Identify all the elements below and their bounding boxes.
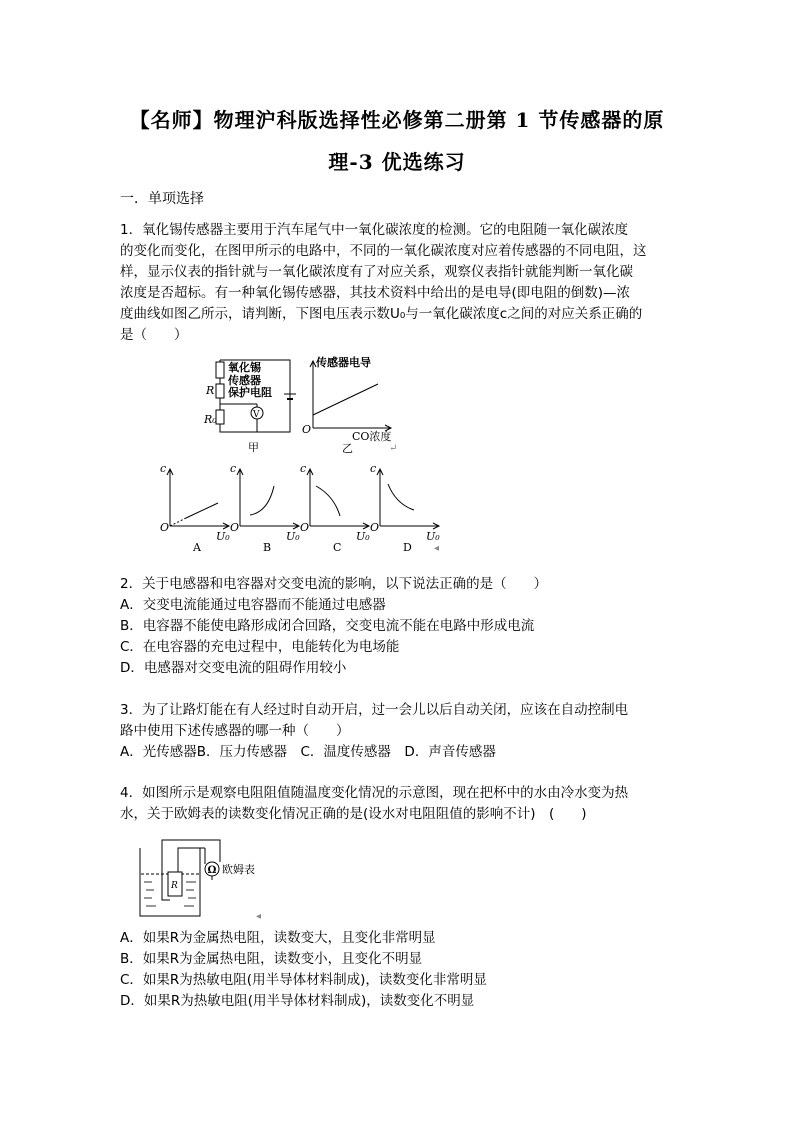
q2-option-b: B．电容器不能使电路形成闭合回路，交变电流不能在电路中形成电流 bbox=[120, 618, 535, 634]
q4-option-c: C．如果R为热敏电阻(用半导体材料制成)，读数变化非常明显 bbox=[120, 972, 487, 988]
graph-c-ylabel: c bbox=[300, 462, 307, 475]
q4-option-d: D．如果R为热敏电阻(用半导体材料制成)，读数变化不明显 bbox=[120, 993, 475, 1009]
svg-text:◂: ◂ bbox=[434, 543, 440, 554]
q1-line: 是（ ） bbox=[120, 327, 188, 343]
graph-b-origin: O bbox=[230, 521, 240, 534]
q4-option-a: A．如果R为金属热电阻，读数变大，且变化非常明显 bbox=[120, 930, 436, 946]
graph-b-ylabel: c bbox=[230, 462, 237, 475]
resistor-r-label: R bbox=[171, 881, 178, 891]
graph-c-caption: C bbox=[333, 541, 342, 554]
graph-yi-ylabel: 传感器电导 bbox=[316, 356, 371, 369]
q3-options: A．光传感器B．压力传感器 C．温度传感器 D．声音传感器 bbox=[120, 744, 496, 760]
q1-line: 1．氧化锡传感器主要用于汽车尾气中一氧化碳浓度的检测。它的电阻随一氧化碳浓度 bbox=[120, 222, 629, 238]
ohmmeter-label: 欧姆表 bbox=[222, 863, 255, 876]
graph-yi-origin: O bbox=[302, 423, 312, 436]
r0-label: R₀ bbox=[204, 413, 217, 426]
graph-c-xlabel: U₀ bbox=[356, 530, 370, 543]
fig-yi-caption: 乙 bbox=[342, 442, 353, 455]
q4-option-b: B．如果R为金属热电阻，读数变小，且变化不明显 bbox=[120, 951, 423, 967]
question-4-stem-2: 水，关于欧姆表的读数变化情况正确的是(设水对电阻阻值的影响不计) ( ) bbox=[120, 806, 587, 822]
svg-text:◂: ◂ bbox=[256, 911, 262, 922]
document-title-line2: 理-3 优选练习 bbox=[328, 150, 466, 174]
protect-label: 保护电阻 bbox=[228, 386, 272, 399]
section-heading: 一．单项选择 bbox=[120, 191, 204, 207]
graph-a-caption: A bbox=[193, 541, 201, 554]
document-title-line1: 【名师】物理沪科版选择性必修第二册第 1 节传感器的原 bbox=[129, 108, 665, 132]
q2-option-a: A．交变电流能通过电容器而不能通过电感器 bbox=[120, 597, 386, 613]
q1-line: 度曲线如图乙所示，请判断，下图电压表示数U₀与一氧化碳浓度c之间的对应关系正确的 bbox=[120, 306, 643, 322]
sensor-label-1: 氧化锡 bbox=[228, 361, 261, 374]
voltmeter-label: V bbox=[253, 410, 260, 420]
graph-c-origin: O bbox=[300, 521, 310, 534]
graph-a-xlabel: U₀ bbox=[216, 530, 230, 543]
graph-a-origin: O bbox=[160, 521, 170, 534]
graph-d-caption: D bbox=[403, 541, 412, 554]
graph-b-caption: B bbox=[263, 541, 272, 554]
q1-line: 浓度是否超标。有一种氧化锡传感器，其技术资料中给出的是电导(即电阻的倒数)—浓 bbox=[120, 285, 631, 301]
fig-jia-caption: 甲 bbox=[248, 441, 259, 454]
svg-text:↵: ↵ bbox=[389, 443, 398, 454]
graph-a-ylabel: c bbox=[160, 462, 167, 475]
q1-line: 的变化而变化，在图甲所示的电路中，不同的一氧化碳浓度对应着传感器的不同电阻，这 bbox=[120, 243, 647, 259]
graph-d-ylabel: c bbox=[370, 462, 377, 475]
graph-yi-xlabel: CO浓度 bbox=[352, 430, 392, 443]
graph-d-xlabel: U₀ bbox=[426, 530, 440, 543]
question-2-stem: 2．关于电感器和电容器对交变电流的影响，以下说法正确的是（ ） bbox=[120, 576, 548, 592]
sensor-label-2: 传感器 bbox=[228, 374, 261, 387]
r-label: R bbox=[206, 384, 215, 397]
q2-option-d: D．电感器对交变电流的阻碍作用较小 bbox=[120, 660, 347, 676]
ohmmeter-symbol: Ω bbox=[207, 865, 217, 876]
graph-d-origin: O bbox=[370, 521, 380, 534]
question-3-stem-1: 3．为了让路灯能在有人经过时自动开启，过一会儿以后自动关闭，应该在自动控制电 bbox=[120, 702, 629, 718]
q1-line: 样，显示仪表的指针就与一氧化碳浓度有了对应关系，观察仪表指针就能判断一氧化碳 bbox=[120, 264, 633, 280]
graph-b-xlabel: U₀ bbox=[286, 530, 300, 543]
question-3-stem-2: 路中使用下述传感器的哪一种（ ） bbox=[120, 723, 350, 739]
q2-option-c: C．在电容器的充电过程中，电能转化为电场能 bbox=[120, 639, 400, 655]
question-4-stem-1: 4．如图所示是观察电阻阻值随温度变化情况的示意图，现在把杯中的水由冷水变为热 bbox=[120, 785, 629, 801]
